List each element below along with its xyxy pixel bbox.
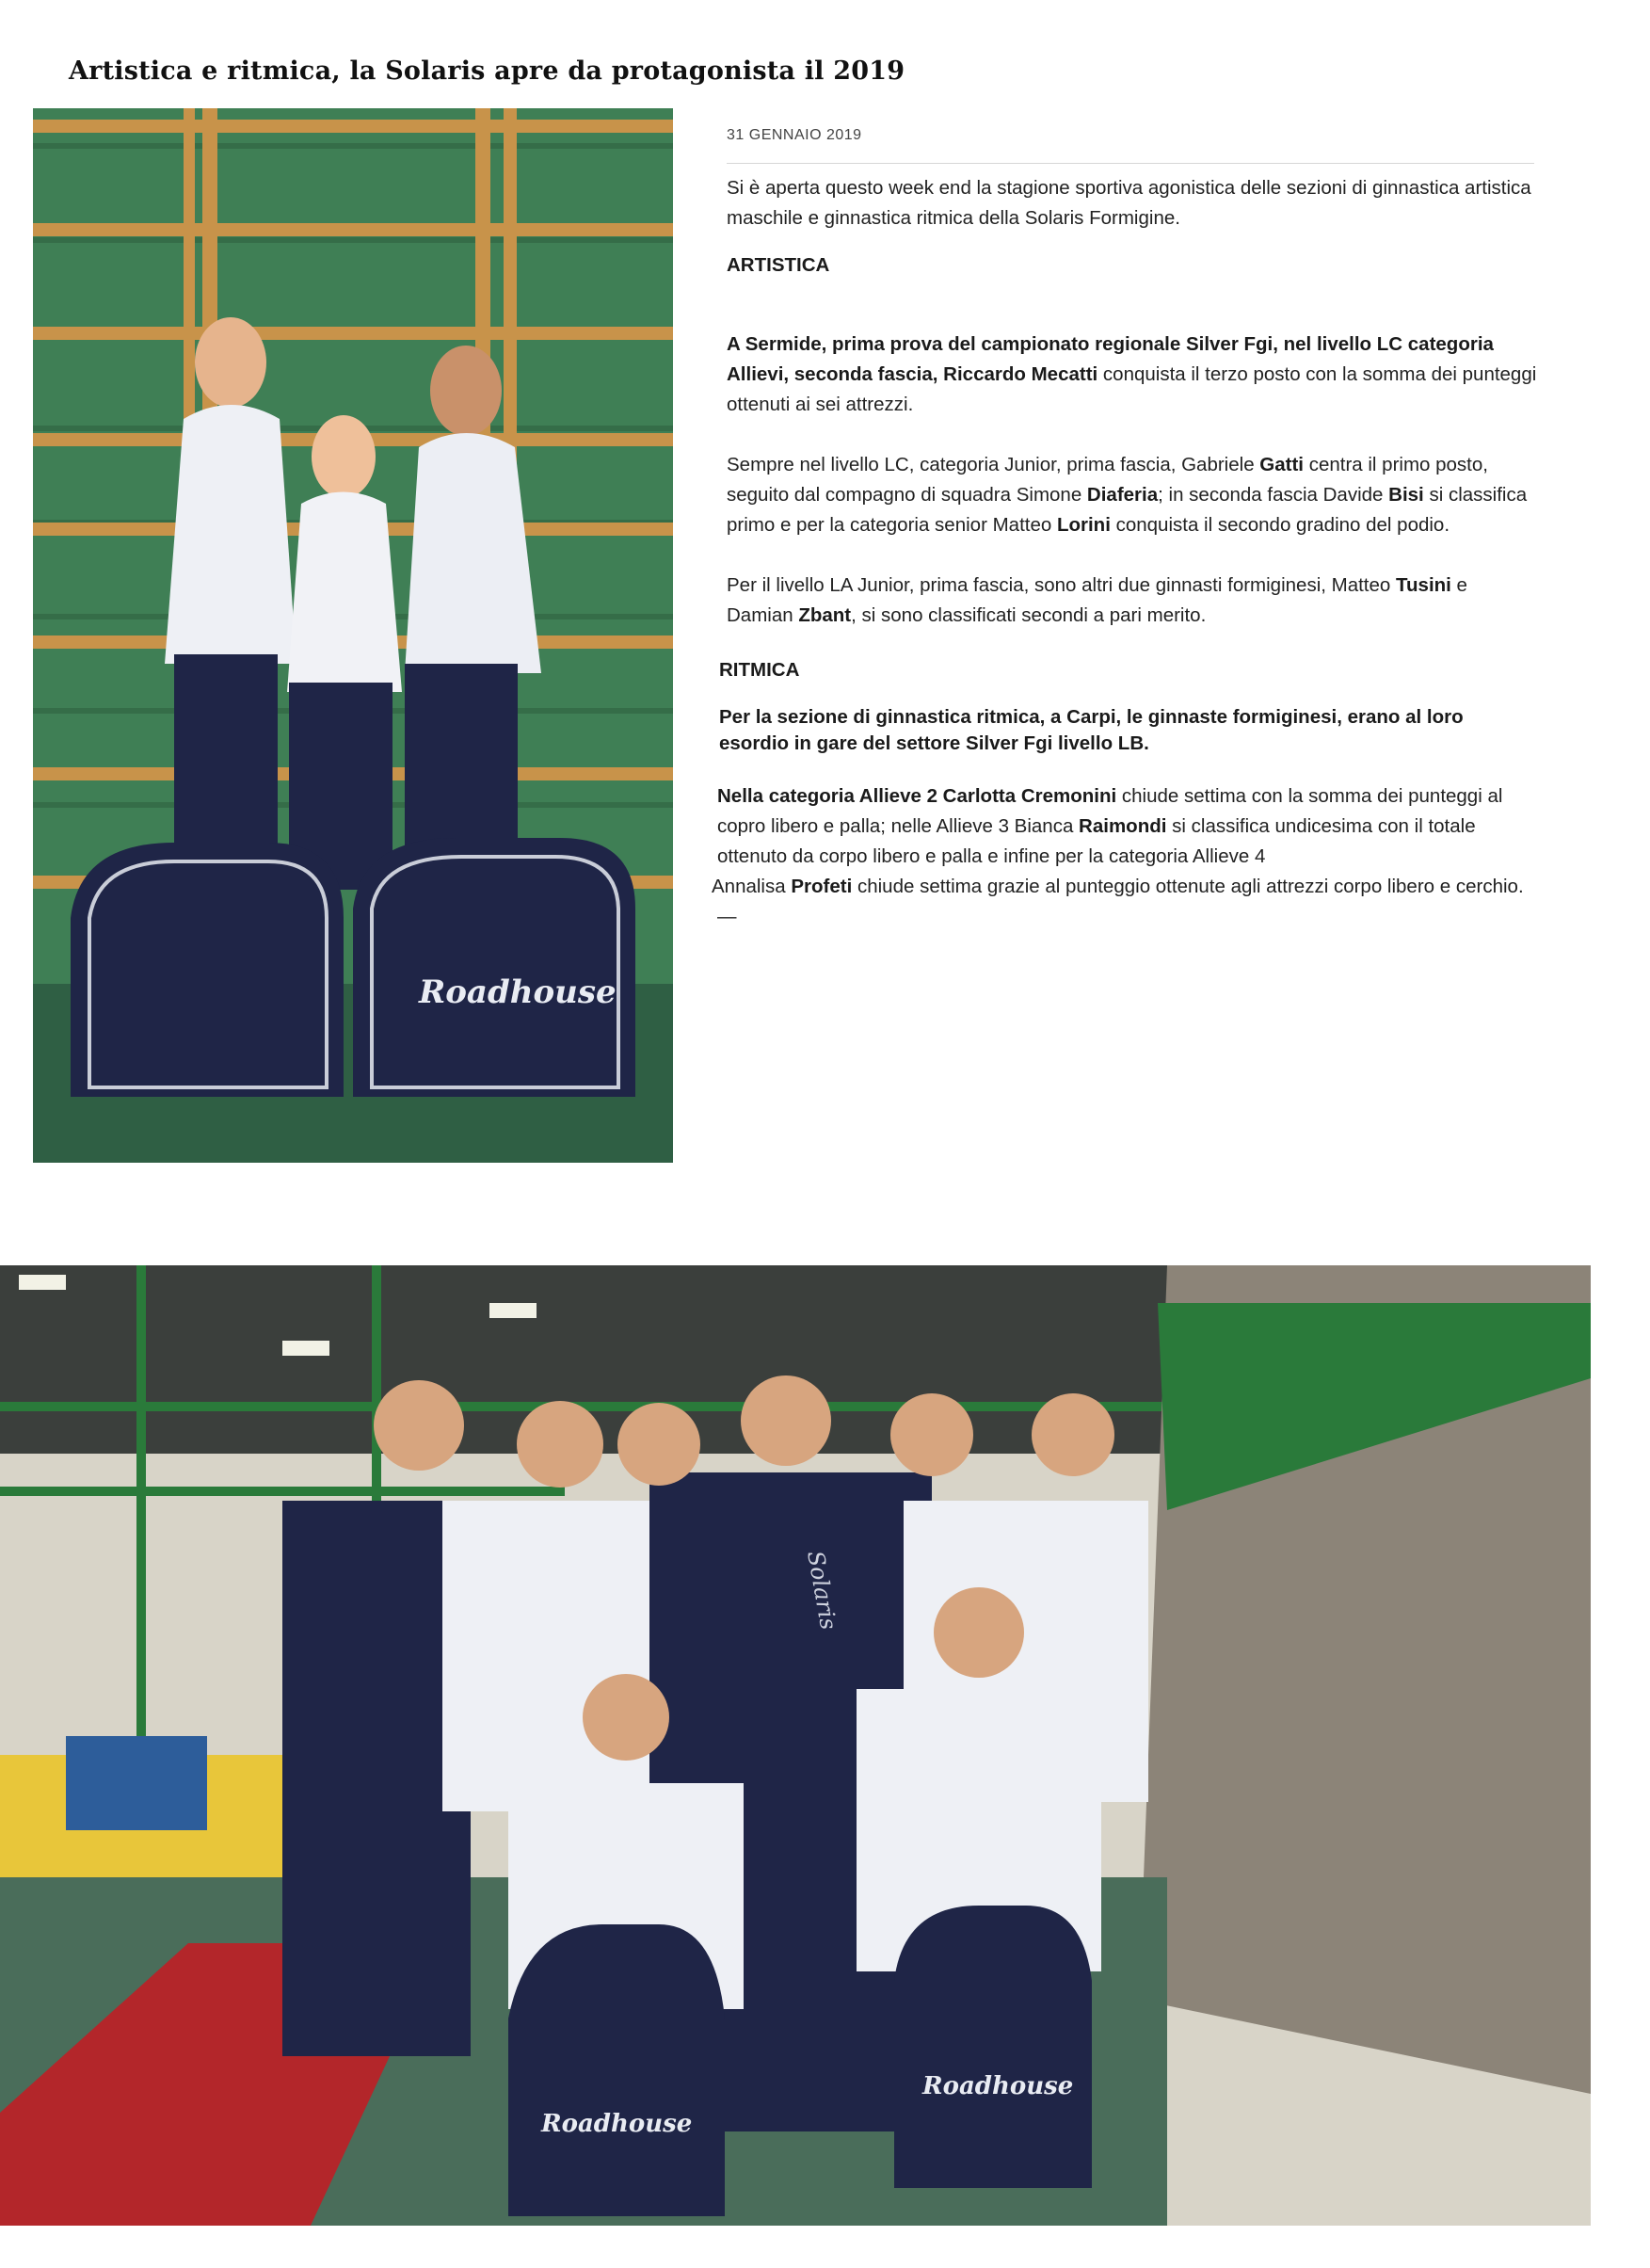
- hoodie-text: Solaris: [802, 1549, 842, 1633]
- date-divider: [727, 163, 1534, 164]
- article-title: Artistica e ritmica, la Solaris apre da protagonista il 2019: [69, 56, 905, 86]
- body-text: si classifica primo e per la categoria senior Matteo: [727, 484, 1528, 536]
- backpack-brand-label: Roadhouse: [541, 2110, 693, 2138]
- artistica-paragraph-3: [727, 571, 1538, 631]
- athlete-name: Raimondi: [1079, 815, 1167, 837]
- athlete-name: Gatti: [1259, 454, 1304, 475]
- body-text: chiude settima grazie al punteggio ottenute agli attrezzi corpo libero e cerchio. —: [717, 876, 1524, 927]
- intro-paragraph: Si è aperta questo week end la stagione sportiva agonistica delle sezioni di ginnastica artistica maschile e ginnastica ritmica della Solaris Formigine.: [727, 177, 1531, 229]
- ritmica-paragraph: [712, 781, 1538, 932]
- body-text: e Damian: [727, 574, 1467, 626]
- body-text: Per il livello LA Junior, prima fascia, sono altri due ginnasti formiginesi, Matteo: [727, 574, 1397, 596]
- athlete-name: Zbant: [798, 604, 852, 626]
- artistica-paragraph-2: [727, 450, 1538, 540]
- athlete-name: Lorini: [1056, 514, 1111, 536]
- article-body: [712, 121, 1538, 932]
- body-text: , si sono classificati secondi a pari merito.: [851, 604, 1207, 626]
- section-heading-artistica: ARTISTICA: [727, 254, 830, 276]
- body-text: Annalisa: [712, 876, 792, 897]
- article-date: 31 GENNAIO 2019: [727, 127, 862, 143]
- body-text: si classifica undicesima con il totale ottenuto da corpo libero e palla e infine per la categoria Allieve 4: [717, 815, 1476, 867]
- body-text: centra il primo posto, seguito dal compagno di squadra Simone: [727, 454, 1488, 506]
- bag-brand-label: Roadhouse: [419, 973, 617, 1011]
- backpack-brand-label: Roadhouse: [922, 2072, 1074, 2100]
- section-heading-ritmica: RITMICA: [719, 659, 800, 681]
- photo-artistic-gymnasts-team: [0, 1265, 1591, 2226]
- athlete-name: Nella categoria Allieve 2 Carlotta Cremonini: [717, 785, 1117, 807]
- photo-rhythmic-gymnasts: [33, 108, 673, 1163]
- ritmica-lead: Per la sezione di ginnastica ritmica, a Carpi, le ginnaste formiginesi, erano al loro esordio in gare del settore Silver Fgi livello LB.: [719, 706, 1464, 754]
- athlete-name: Diaferia: [1086, 484, 1159, 506]
- artistica-paragraph-1: [727, 330, 1538, 420]
- athlete-name: Profeti: [791, 876, 853, 897]
- highlight-text: A Sermide, prima prova del campionato regionale Silver Fgi, nel livello LC categoria Allievi, seconda fascia, Riccardo Mecatti: [727, 333, 1494, 385]
- athlete-name: Tusini: [1396, 574, 1451, 596]
- body-text: conquista il secondo gradino del podio.: [1110, 514, 1450, 536]
- body-text: chiude settima con la somma dei punteggi al copro libero e palla; nelle Allieve 3 Bianca: [717, 785, 1503, 837]
- athlete-name: Bisi: [1388, 484, 1424, 506]
- body-text: ; in seconda fascia Davide: [1158, 484, 1389, 506]
- body-text: conquista il terzo posto con la somma dei punteggi ottenuti ai sei attrezzi.: [727, 363, 1537, 415]
- body-text: Sempre nel livello LC, categoria Junior, prima fascia, Gabriele: [727, 454, 1260, 475]
